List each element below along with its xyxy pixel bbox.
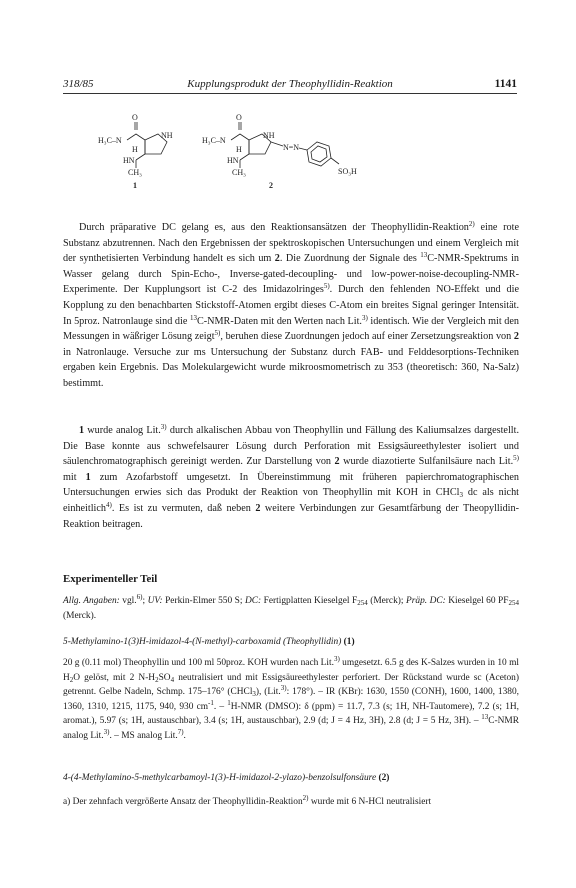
s2-compound-label: 2 — [269, 181, 273, 190]
section-title: Experimenteller Teil — [63, 573, 158, 585]
compound-1-heading: 5-Methylamino-1(3)H-imidazol-4-(N-methyl)-carboxamid (Theophyllidin) (1) — [63, 637, 355, 647]
paragraph-1: Durch präparative DC gelang es, aus den Reaktionsansätzen der Theophyllidin-Reaktion$^{2)}$ eine rote Substanz abzutrennen. Nach den Ergebnissen der spektroskopischen Untersuchungen und einem Vergleich mit der synthetisierten Verbindung handelt es sich um 2. Die Zuordnung der Signale des $^{13}$C-NMR-Spektrums in Wasser gelang durch Spin-Echo-, Inverse-gated-decoupling- und low-power-noise-decoupling-NMR-Experimente. Der Kupplungsort ist C-2 des Imidazolringes$^{5)}$. Durch den fehlenden NO-Effekt und die Kopplung zu den benachbarten Stickstoff-Atomen ergibt dieses C-Atom ein breites Signal geringer Intensität. In 5proz. Natronlauge sind die $^{13}$C-NMR-Daten mit den Werten nach Lit.$^{3)}$ identisch. Wie der Vergleich mit den Messungen in wäßriger Lösung zeigt$^{5)}$, beruhen diese Zuordnungen jedoch auf einer Zersetzungsreaktion von 2 in Natronlauge. Versuche zur ms Untersuchung der Substanz durch FAB- und Felddesorptions-Techniken ergaben kein Ergebnis. Das Molekulargewicht wurde mikroosmometrisch zu 353 (theoretisch: 360, Na-Salz) bestimmt. — [63, 220, 519, 389]
structure-drawing — [95, 108, 415, 198]
s2-hn: HN — [227, 156, 239, 165]
s1-oxygen: O — [132, 113, 138, 122]
s1-hn: HN — [123, 156, 135, 165]
s2-ch3: CH₃ — [232, 168, 246, 177]
compound-1-procedure: 20 g (0.11 mol) Theophyllin und 100 ml 50proz. KOH wurden nach Lit.$^{3)}$ umgesetzt. 6.5 g des K-Salzes wurden in 10 ml $H_2O$ gelöst, mit 2 $N-H_2SO_4$ neutralisiert und mit Essigsäureethylester perforiert. Der Rückstand wurde sc (Aceton) getrennt. Gelbe Nadeln, Schmp. 175–176° (CHCl$_3$), (Lit.$^{3)}$: 178°). – IR (KBr): 1630, 1550 (CONH), 1600, 1400, 1380, 1360, 1310, 1215, 1175, 940, 930 $cm^{-1}$. – $^1$H-NMR (DMSO): δ (ppm) = 11.7, 7.3 (s; 1H, NH-Tautomere), 7.2 (s; 1H, aromat.), 5.97 (s; 1H, austauschbar), 3.4 (s; 1H, austauschbar), 2.9 (d; J = 4 Hz, 3H), 2.8 (d; J = 5 Hz, 3H). – $^{13}$C-NMR analog Lit.$^{3)}$. – MS analog Lit.$^{7)}$. — [63, 655, 519, 741]
s2-azo: N=N — [283, 143, 300, 152]
running-header — [63, 78, 517, 94]
s2-h: H — [236, 145, 242, 154]
header-rule — [63, 93, 517, 94]
s1-methyl-n: H₃C–N — [98, 136, 122, 145]
s1-h: H — [132, 145, 138, 154]
paragraph-2: 1 wurde analog Lit.$^{3)}$ durch alkalischen Abbau von Theophyllin und Fällung des Kaliumsalzes dargestellt. Die Base konnte aus schwefelsaurer Lösung durch Perforation mit Essigsäureethylester isoliert und säulenchromatographisch gereinigt werden. Zur Darstellung von 2 wurde diazotierte Sulfanilsäure nach Lit.$^{5)}$ mit 1 zum Azofarbstoff umgesetzt. In Übereinstimmung mit früheren papierchromatographischen Untersuchungen erwies sich das Produkt der Reaktion von Theophyllin mit KOH in CHCl$_3$ dc als nicht einheitlich$^{4)}$. Es ist zu vermuten, daß neben 2 weitere Verbindungen zur Gesamtfärbung der Theopyllidin-Reaktion beitragen. — [63, 423, 519, 530]
s1-ch3: CH₃ — [128, 168, 142, 177]
s2-benzene-ring — [307, 142, 331, 166]
s2-so3h: SO₃H — [338, 167, 357, 176]
compound-2-procedure: a) Der zehnfach vergrößerte Ansatz der Theophyllidin-Reaktion$^{2)}$ wurde mit 6 N-HCl neutralisiert — [63, 794, 432, 807]
compound-2-heading: 4-(4-Methylamino-5-methylcarbamoyl-1(3)-H-imidazol-2-ylazo)-benzolsulfonsäure (2) — [63, 773, 390, 783]
s2-methyl-n: H₃C–N — [202, 136, 226, 145]
chemical-structures — [95, 108, 395, 198]
journal-issue: 318/85 — [63, 78, 94, 90]
s1-compound-label: 1 — [133, 181, 137, 190]
page-number: 1141 — [494, 78, 517, 90]
s2-oxygen: O — [236, 113, 242, 122]
running-title: Kupplungsprodukt der Theophyllidin-Reaktion — [187, 78, 393, 90]
s1-nh: NH — [161, 131, 173, 140]
general-info: Allg. Angaben: vgl.$^{6)}$; UV: Perkin-Elmer 550 S; DC: Fertigplatten Kieselgel $F_{254}$ (Merck); Präp. DC: Kieselgel 60 $PF_{254}$ (Merck). — [63, 593, 519, 621]
s2-nh: NH — [263, 131, 275, 140]
